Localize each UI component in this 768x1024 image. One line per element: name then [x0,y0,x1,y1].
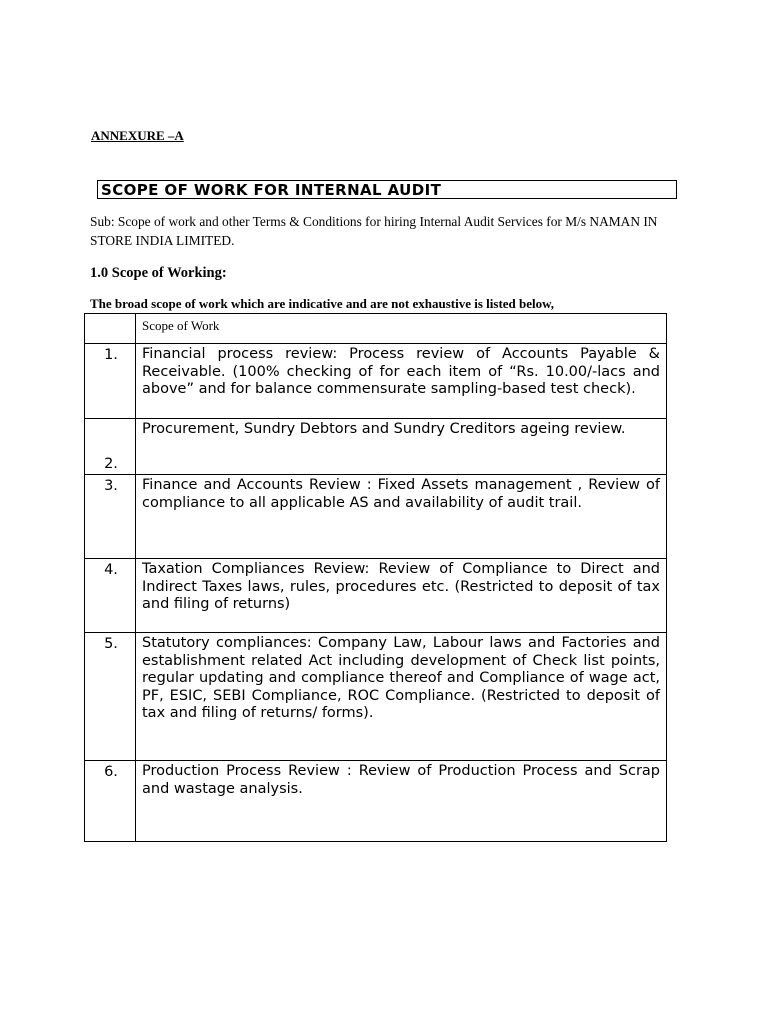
row-number: 3. [85,475,136,559]
table-row [85,475,667,559]
row-description: Financial process review: Process review of Accounts Payable & Receivable. (100% checking of for each item of “Rs. 10.00/-lacs and above” and for balance commensurate sampling-based test check). [136,344,667,419]
table-row [85,559,667,633]
table-row [85,419,667,475]
subject-line: Sub: Scope of work and other Terms & Conditions for hiring Internal Audit Services for M/s NAMAN IN STORE INDIA LIMITED. [90,214,658,248]
header-desc-cell: Scope of Work [136,314,667,344]
row-description: Finance and Accounts Review : Fixed Assets management , Review of compliance to all applicable AS and availability of audit trail. [136,475,667,559]
row-number: 2. [85,419,136,475]
intro-text: The broad scope of work which are indicative and are not exhaustive is listed below, [90,296,555,311]
table-row [85,633,667,761]
row-description: Statutory compliances: Company Law, Labour laws and Factories and establishment related Act including development of Check list points, regular updating and compliance thereof and Compliance of wage act, PF, ESIC, SEBI Compliance, ROC Compliance. (Restricted to deposit of tax and filing of returns/ forms). [136,633,667,761]
document-title: SCOPE OF WORK FOR INTERNAL AUDIT [101,181,442,199]
row-number: 4. [85,559,136,633]
header-num-cell [85,314,136,344]
table-row [85,761,667,842]
row-description: Production Process Review : Review of Production Process and Scrap and wastage analysis. [136,761,667,842]
section-heading: 1.0 Scope of Working: [90,265,227,281]
table-header-row [85,314,667,344]
row-number: 5. [85,633,136,761]
table-row [85,344,667,419]
document-title-box [97,180,677,199]
row-description: Procurement, Sundry Debtors and Sundry Creditors ageing review. [136,419,667,475]
row-number: 1. [85,344,136,419]
scope-of-work-table [84,313,667,842]
annexure-label: ANNEXURE –A [91,128,184,143]
row-description: Taxation Compliances Review: Review of Compliance to Direct and Indirect Taxes laws, rules, procedures etc. (Restricted to deposit of tax and filing of returns) [136,559,667,633]
row-number: 6. [85,761,136,842]
